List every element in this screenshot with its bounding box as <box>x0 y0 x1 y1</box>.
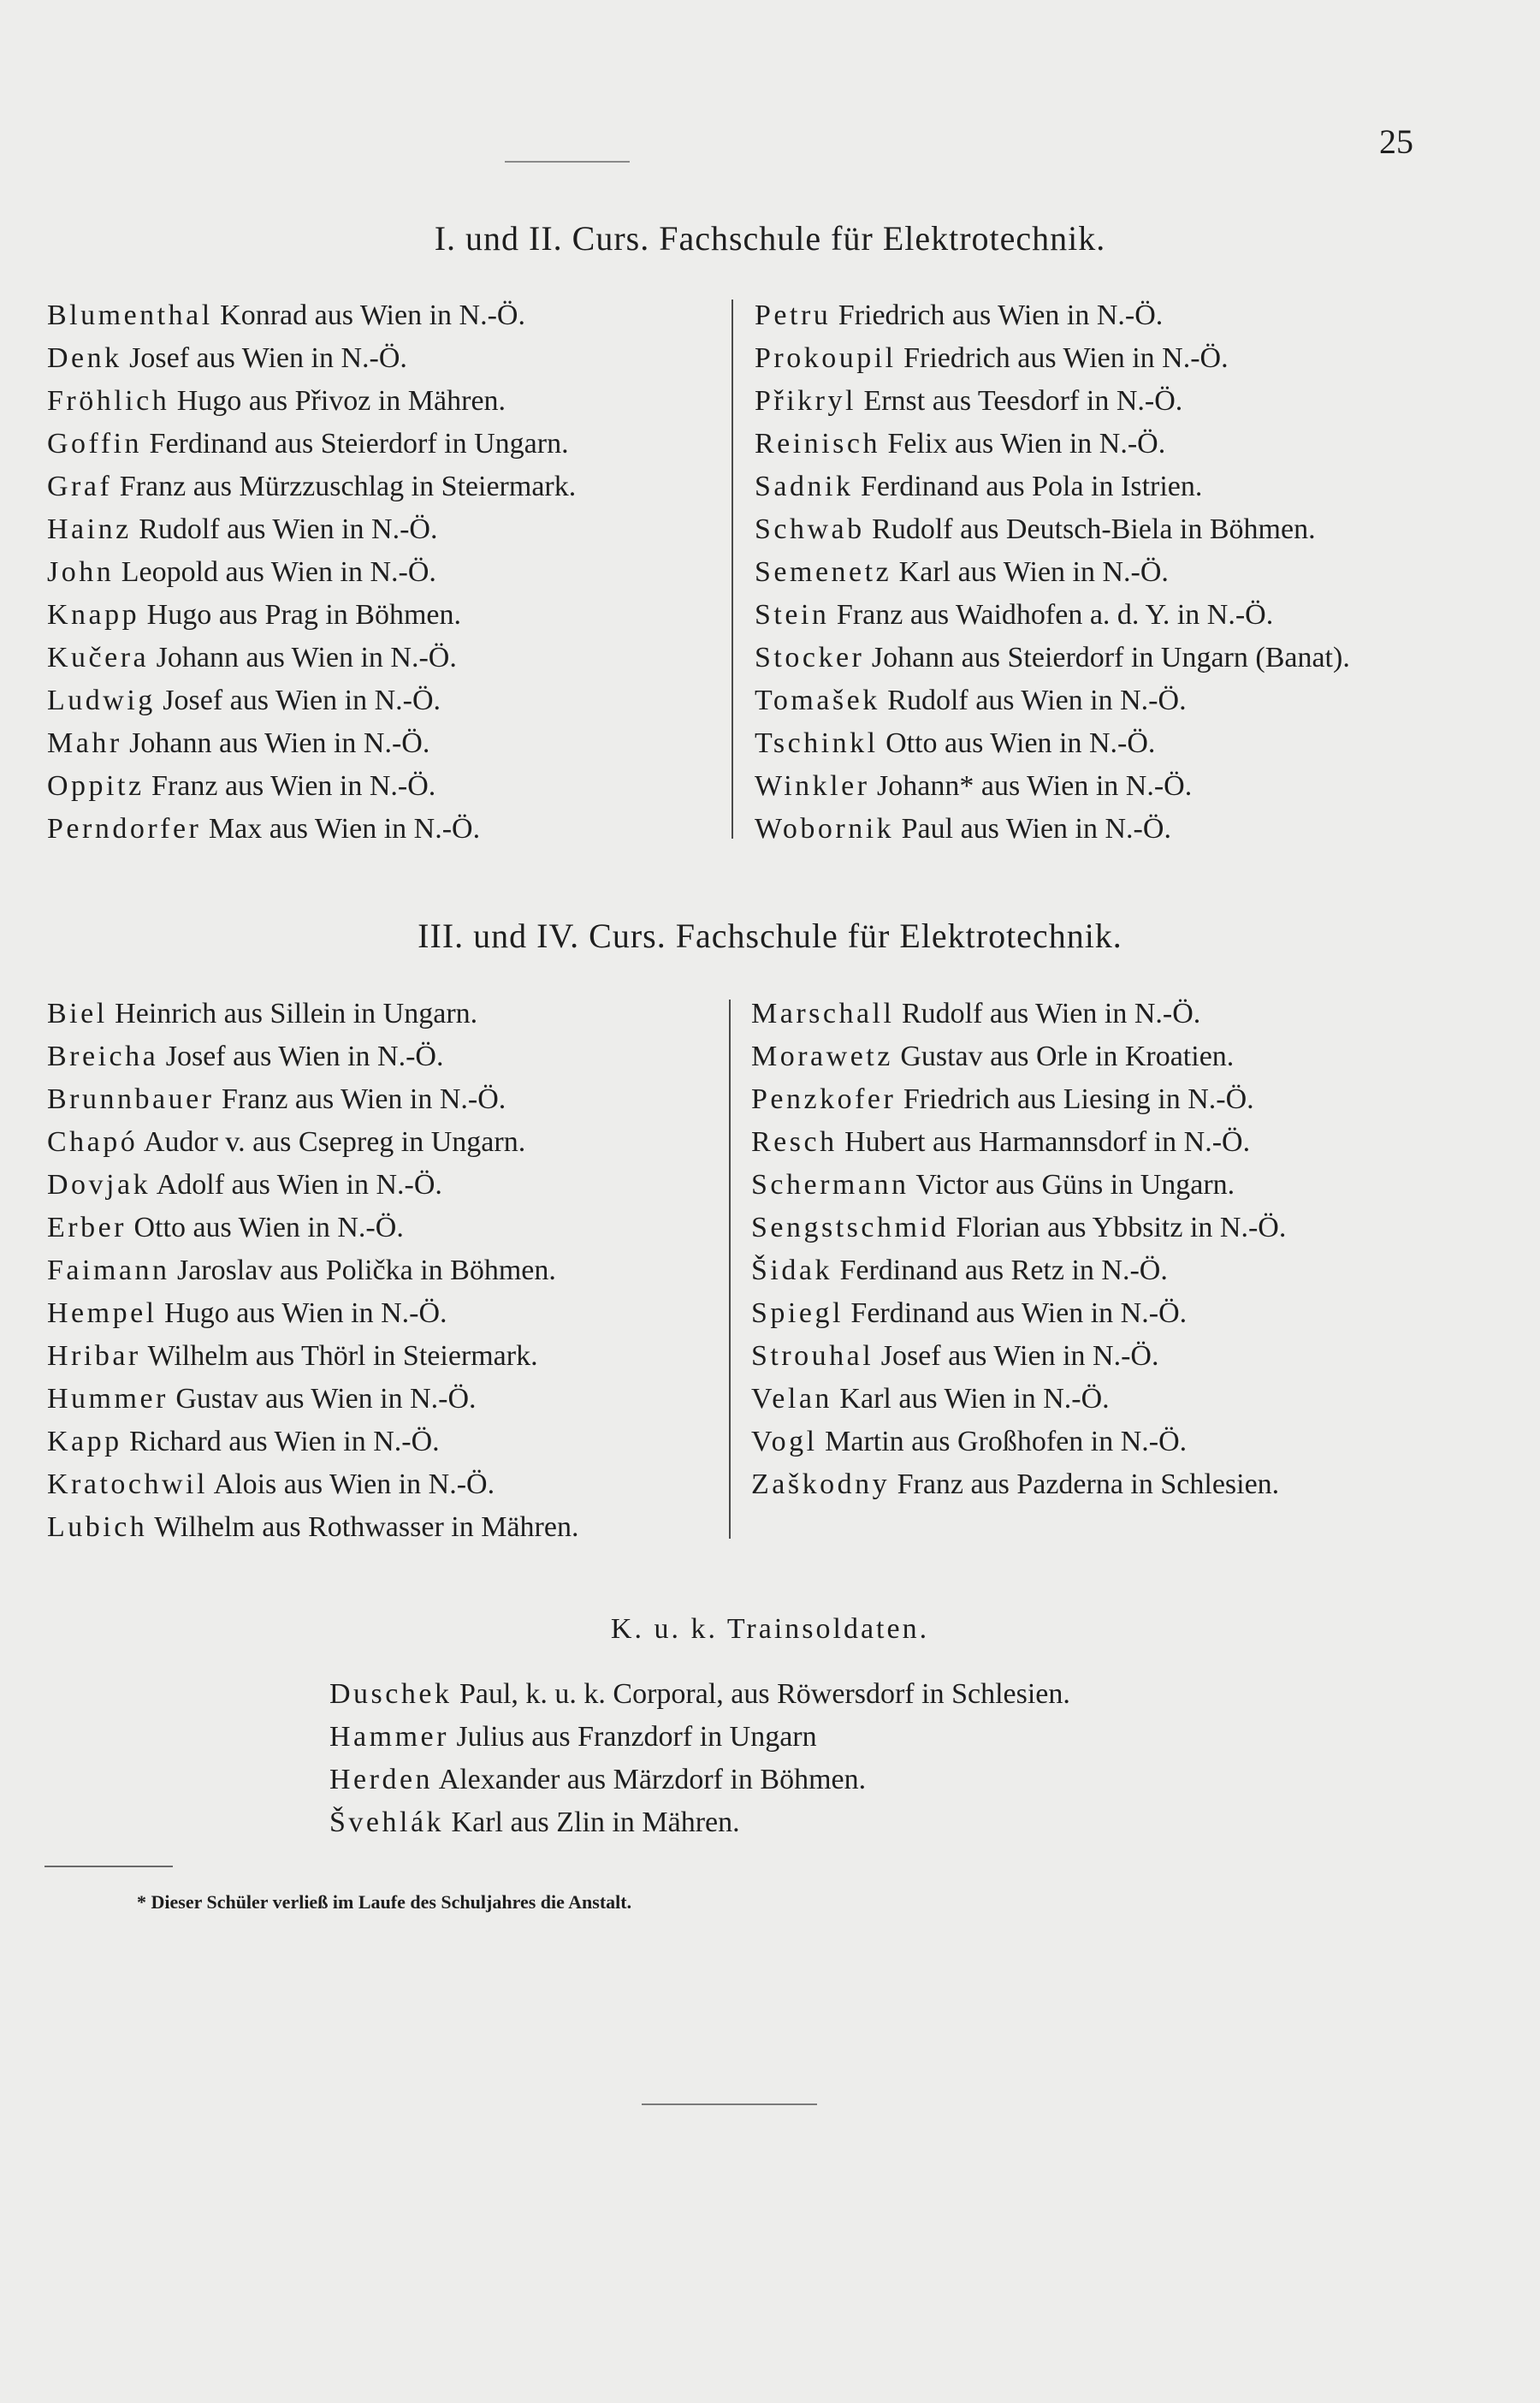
entry-details: Hugo aus Prag in Böhmen. <box>139 599 462 631</box>
list-item <box>755 466 1350 508</box>
list-item <box>755 679 1350 722</box>
list-item <box>47 1506 578 1549</box>
entry-details: Ernst aus Teesdorf in N.-Ö. <box>856 385 1183 417</box>
entry-details: Franz aus Wien in N.-Ö. <box>214 1083 506 1115</box>
surname: Hempel <box>47 1297 157 1329</box>
surname: Denk <box>47 342 122 374</box>
entry-details: Wilhelm aus Rothwasser in Mähren. <box>147 1511 579 1543</box>
list-item <box>755 423 1350 466</box>
surname: Hainz <box>47 513 132 545</box>
surname: Herden <box>329 1764 434 1795</box>
list-item <box>755 722 1350 765</box>
column-divider <box>729 1000 731 1539</box>
entry-details: Jaroslav aus Polička in Böhmen. <box>169 1255 556 1286</box>
list-item <box>755 337 1350 380</box>
entry-details: Rudolf aus Wien in N.-Ö. <box>880 685 1187 716</box>
list-item <box>47 1292 578 1335</box>
entry-details: Josef aus Wien in N.-Ö. <box>155 685 441 716</box>
surname: Fröhlich <box>47 385 170 417</box>
entry-details: Franz aus Waidhofen a. d. Y. in N.-Ö. <box>829 599 1274 631</box>
surname: Penzkofer <box>751 1083 897 1115</box>
section-heading-2: III. und IV. Curs. Fachschule für Elektrotechnik. <box>418 917 1122 955</box>
entry-details: Josef aus Wien in N.-Ö. <box>874 1340 1159 1372</box>
surname: Graf <box>47 471 113 502</box>
surname: Perndorfer <box>47 813 202 845</box>
footnote: * Dieser Schüler verließ im Laufe des Schuljahres die Anstalt. <box>137 1891 632 1913</box>
list-item <box>751 1164 1286 1207</box>
column-divider <box>732 300 733 839</box>
list-item <box>47 1078 578 1121</box>
list-item <box>329 1673 1070 1716</box>
entry-details: Ferdinand aus Pola in Istrien. <box>853 471 1203 502</box>
surname: Stein <box>755 599 830 631</box>
list-item <box>751 993 1286 1035</box>
surname: Tschinkl <box>755 727 879 759</box>
entry-details: Audor v. aus Csepreg in Ungarn. <box>138 1126 526 1158</box>
list-item <box>47 1035 578 1078</box>
list-item <box>755 765 1350 808</box>
footnote-rule <box>44 1866 173 1867</box>
entry-details: Franz aus Pazderna in Schlesien. <box>890 1468 1280 1500</box>
entry-details: Julius aus Franzdorf in Ungarn <box>448 1721 817 1753</box>
entry-details: Otto aus Wien in N.-Ö. <box>127 1212 404 1243</box>
surname: Kapp <box>47 1426 122 1457</box>
list-item <box>47 1164 578 1207</box>
entry-details: Gustav aus Wien in N.-Ö. <box>168 1383 477 1415</box>
list-item <box>751 1463 1286 1506</box>
list-item <box>47 1249 578 1292</box>
entry-details: Max aus Wien in N.-Ö. <box>201 813 481 845</box>
list-item <box>751 1207 1286 1249</box>
surname: Velan <box>751 1383 832 1415</box>
entry-details: Richard aus Wien in N.-Ö. <box>121 1426 440 1457</box>
entry-details: Ferdinand aus Retz in N.-Ö. <box>832 1255 1168 1286</box>
entry-details: Karl aus Wien in N.-Ö. <box>891 556 1169 588</box>
surname: Winkler <box>755 770 870 802</box>
list-item <box>47 508 576 551</box>
top-rule <box>505 161 630 163</box>
list-item <box>751 1421 1286 1463</box>
section-heading-1: I. und II. Curs. Fachschule für Elektrotechnik. <box>434 219 1106 258</box>
surname: Blumenthal <box>47 300 213 331</box>
entry-details: Friedrich aus Liesing in N.-Ö. <box>896 1083 1254 1115</box>
list-item <box>47 765 576 808</box>
surname: Knapp <box>47 599 140 631</box>
entry-details: Friedrich aus Wien in N.-Ö. <box>831 300 1164 331</box>
list-item <box>329 1801 1070 1844</box>
trainsoldaten-list <box>329 1673 1070 1844</box>
surname: Strouhal <box>751 1340 874 1372</box>
section1-left-column <box>47 294 576 851</box>
entry-details: Rudolf aus Wien in N.-Ö. <box>894 998 1201 1029</box>
entry-details: Karl aus Wien in N.-Ö. <box>832 1383 1110 1415</box>
entry-details: Victor aus Güns in Ungarn. <box>909 1169 1235 1201</box>
surname: Semenetz <box>755 556 892 588</box>
list-item <box>47 1378 578 1421</box>
entry-details: Friedrich aus Wien in N.-Ö. <box>896 342 1229 374</box>
entry-details: Konrad aus Wien in N.-Ö. <box>212 300 525 331</box>
list-item <box>47 993 578 1035</box>
surname: Přikryl <box>755 385 856 417</box>
list-item <box>47 594 576 637</box>
surname: Dovjak <box>47 1169 151 1201</box>
surname: Schermann <box>751 1169 909 1201</box>
list-item <box>751 1378 1286 1421</box>
section1-right-column <box>755 294 1350 851</box>
entry-details: Hugo aus Přivoz in Mähren. <box>169 385 506 417</box>
entry-details: Wilhelm aus Thörl in Steiermark. <box>140 1340 538 1372</box>
list-item <box>329 1759 1070 1801</box>
entry-details: Johann aus Wien in N.-Ö. <box>121 727 430 759</box>
entry-details: Alexander aus Märzdorf in Böhmen. <box>433 1764 867 1795</box>
list-item <box>47 1421 578 1463</box>
entry-details: Johann* aus Wien in N.-Ö. <box>869 770 1193 802</box>
entry-details: Paul, k. u. k. Corporal, aus Röwersdorf in Schlesien. <box>452 1678 1070 1710</box>
entry-details: Paul aus Wien in N.-Ö. <box>894 813 1171 845</box>
page-number: 25 <box>1379 122 1413 161</box>
entry-details: Josef aus Wien in N.-Ö. <box>158 1041 444 1072</box>
entry-details: Hugo aus Wien in N.-Ö. <box>157 1297 447 1329</box>
list-item <box>751 1249 1286 1292</box>
surname: Chapó <box>47 1126 139 1158</box>
entry-details: Florian aus Ybbsitz in N.-Ö. <box>948 1212 1287 1243</box>
list-item <box>755 637 1350 679</box>
list-item <box>751 1035 1286 1078</box>
list-item <box>47 466 576 508</box>
surname: Marschall <box>751 998 895 1029</box>
entry-details: Adolf aus Wien in N.-Ö. <box>151 1169 442 1201</box>
list-item <box>751 1292 1286 1335</box>
entry-details: Felix aus Wien in N.-Ö. <box>880 428 1166 460</box>
list-item <box>47 1121 578 1164</box>
list-item <box>755 808 1350 851</box>
list-item <box>47 1463 578 1506</box>
surname: Stocker <box>755 642 865 673</box>
surname: Biel <box>47 998 108 1029</box>
entry-details: Leopold aus Wien in N.-Ö. <box>114 556 436 588</box>
entry-details: Ferdinand aus Steierdorf in Ungarn. <box>142 428 569 460</box>
surname: Spiegl <box>751 1297 844 1329</box>
entry-details: Otto aus Wien in N.-Ö. <box>878 727 1156 759</box>
list-item <box>47 1335 578 1378</box>
entry-details: Franz aus Wien in N.-Ö. <box>144 770 436 802</box>
list-item <box>47 1207 578 1249</box>
surname: Breicha <box>47 1041 159 1072</box>
entry-details: Ferdinand aus Wien in N.-Ö. <box>843 1297 1188 1329</box>
list-item <box>751 1078 1286 1121</box>
list-item <box>47 294 576 337</box>
surname: Hammer <box>329 1721 449 1753</box>
list-item <box>755 380 1350 423</box>
list-item <box>47 380 576 423</box>
section2-left-column <box>47 993 578 1549</box>
surname: Erber <box>47 1212 127 1243</box>
entry-details: Heinrich aus Sillein in Ungarn. <box>107 998 478 1029</box>
list-item <box>755 594 1350 637</box>
entry-details: Alois aus Wien in N.-Ö. <box>207 1468 495 1500</box>
list-item <box>47 551 576 594</box>
surname: Sadnik <box>755 471 854 502</box>
list-item <box>755 551 1350 594</box>
entry-details: Rudolf aus Wien in N.-Ö. <box>131 513 438 545</box>
entry-details: Gustav aus Orle in Kroatien. <box>892 1041 1235 1072</box>
entry-details: Rudolf aus Deutsch-Biela in Böhmen. <box>864 513 1316 545</box>
surname: John <box>47 556 115 588</box>
surname: Morawetz <box>751 1041 893 1072</box>
surname: Brunnbauer <box>47 1083 215 1115</box>
surname: Lubich <box>47 1511 148 1543</box>
list-item <box>751 1121 1286 1164</box>
surname: Mahr <box>47 727 122 759</box>
surname: Goffin <box>47 428 143 460</box>
surname: Tomašek <box>755 685 880 716</box>
entry-details: Josef aus Wien in N.-Ö. <box>121 342 407 374</box>
list-item <box>47 423 576 466</box>
list-item <box>47 679 576 722</box>
surname: Kratochwil <box>47 1468 208 1500</box>
surname: Šidak <box>751 1255 832 1286</box>
list-item <box>755 294 1350 337</box>
surname: Duschek <box>329 1678 453 1710</box>
surname: Vogl <box>751 1426 818 1457</box>
surname: Reinisch <box>755 428 880 460</box>
entry-details: Karl aus Zlin in Mähren. <box>444 1807 740 1838</box>
list-item <box>47 722 576 765</box>
section2-right-column <box>751 993 1286 1506</box>
surname: Resch <box>751 1126 838 1158</box>
surname: Hribar <box>47 1340 141 1372</box>
bottom-rule <box>642 2103 817 2105</box>
surname: Schwab <box>755 513 865 545</box>
surname: Sengstschmid <box>751 1212 949 1243</box>
list-item <box>47 337 576 380</box>
surname: Kučera <box>47 642 150 673</box>
entry-details: Johann aus Wien in N.-Ö. <box>149 642 457 673</box>
surname: Petru <box>755 300 832 331</box>
surname: Hummer <box>47 1383 169 1415</box>
entry-details: Johann aus Steierdorf in Ungarn (Banat). <box>864 642 1350 673</box>
surname: Ludwig <box>47 685 156 716</box>
entry-details: Hubert aus Harmannsdorf in N.-Ö. <box>837 1126 1251 1158</box>
list-item <box>47 808 576 851</box>
entry-details: Martin aus Großhofen in N.-Ö. <box>817 1426 1188 1457</box>
surname: Wobornik <box>755 813 895 845</box>
section-heading-3: K. u. k. Trainsoldaten. <box>610 1613 930 1645</box>
surname: Zaškodny <box>751 1468 891 1500</box>
surname: Oppitz <box>47 770 145 802</box>
surname: Faimann <box>47 1255 170 1286</box>
list-item <box>755 508 1350 551</box>
surname: Švehlák <box>329 1807 445 1838</box>
list-item <box>329 1716 1070 1759</box>
entry-details: Franz aus Mürzzuschlag in Steiermark. <box>112 471 577 502</box>
list-item <box>751 1335 1286 1378</box>
surname: Prokoupil <box>755 342 897 374</box>
list-item <box>47 637 576 679</box>
